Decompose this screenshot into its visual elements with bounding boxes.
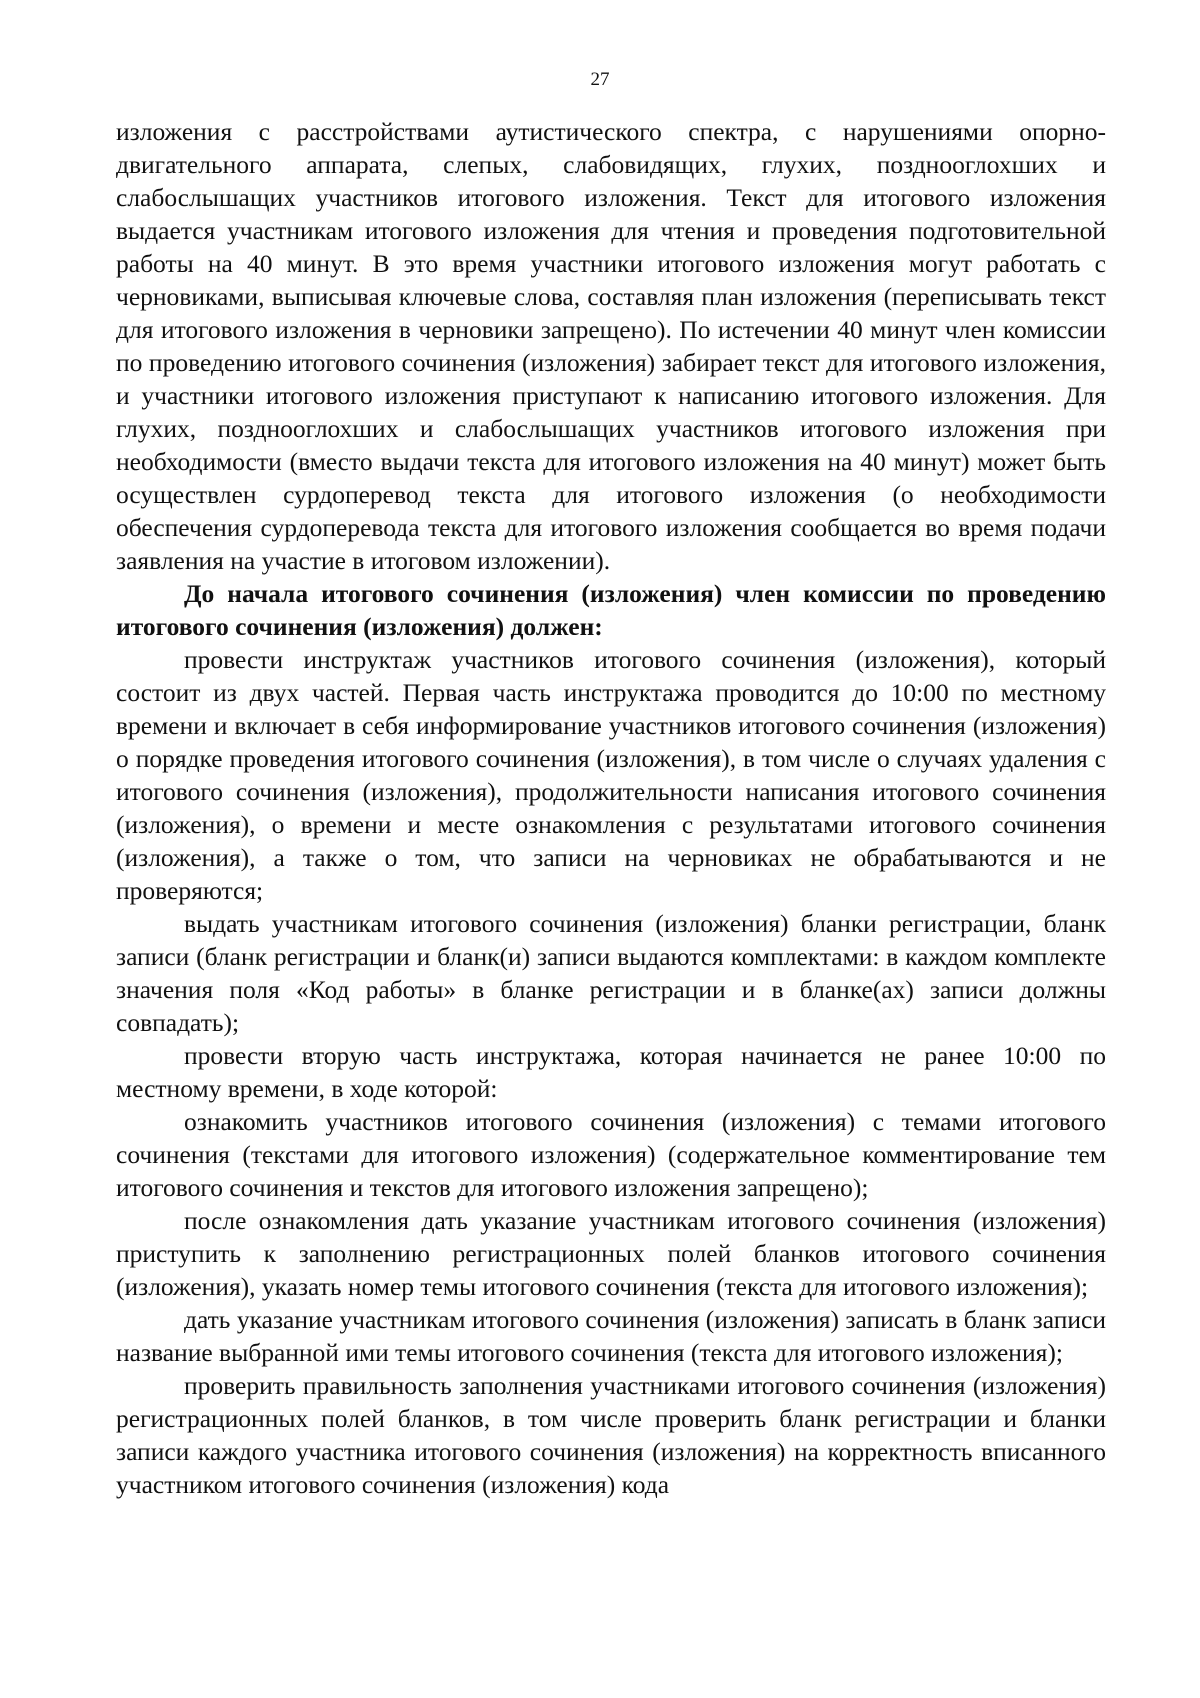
page-number: 27 [590, 69, 610, 90]
paragraph-second-briefing: провести вторую часть инструктажа, которая начинается не ранее 10:00 по местному времени, в ходе которой: [116, 1041, 1106, 1103]
paragraph-registration: после ознакомления дать указание участникам итогового сочинения (изложения) приступить к заполнению регистрационных полей бланков итогового сочинения (изложения), указать номер темы итогового сочинения (текста для итогового изложения); [116, 1206, 1106, 1301]
paragraph-topics: ознакомить участников итогового сочинения (изложения) с темами итогового сочинения (текстами для итогового изложения) (содержательное комментирование тем итогового сочинения и текстов для итогового изложения запрещено); [116, 1107, 1106, 1202]
paragraph-instruction: провести инструктаж участников итогового сочинения (изложения), который состоит из двух частей. Первая часть инструктажа проводится до 10:00 по местному времени и включает в себя информирование участников итогового сочинения (изложения) о порядке проведения итогового сочинения (изложения), в том числе о случаях удаления с итогового сочинения (изложения), продолжительности написания итогового сочинения (изложения), о времени и месте ознакомления с результатами итогового сочинения (изложения), а также о том, что записи на черновиках не обрабатываются и не проверяются; [116, 645, 1106, 905]
paragraph-forms: выдать участникам итогового сочинения (изложения) бланки регистрации, бланк записи (бланк регистрации и бланк(и) записи выдаются комплектами: в каждом комплекте значения поля «Код работы» в бланке регистрации и в бланке(ах) записи должны совпадать); [116, 909, 1106, 1037]
document-body [116, 115, 1106, 1501]
paragraph-continuation: изложения с расстройствами аутистического спектра, с нарушениями опорно-двигательного аппарата, слепых, слабовидящих, глухих, позднооглохших и слабослышащих участников итогового изложения. Текст для итогового изложения выдается участникам итогового изложения для чтения и проведения подготовительной работы на 40 минут. В это время участники итогового изложения могут работать с черновиками, выписывая ключевые слова, составляя план изложения (переписывать текст для итогового изложения в черновики запрещено). По истечении 40 минут член комиссии по проведению итогового сочинения (изложения) забирает текст для итогового изложения, и участники итогового изложения приступают к написанию итогового изложения. Для глухих, позднооглохших и слабослышащих участников итогового изложения при необходимости (вместо выдачи текста для итогового изложения на 40 минут) может быть осуществлен сурдоперевод текста для итогового изложения (о необходимости обеспечения сурдоперевода текста для итогового изложения сообщается во время подачи заявления на участие в итоговом изложении). [116, 117, 1106, 575]
paragraph-check: проверить правильность заполнения участниками итогового сочинения (изложения) регистрационных полей бланков, в том числе проверить бланк регистрации и бланки записи каждого участника итогового сочинения (изложения) на корректность вписанного участником итогового сочинения (изложения) кода [116, 1371, 1106, 1499]
section-heading: До начала итогового сочинения (изложения) член комиссии по проведению итогового сочинения (изложения) должен: [116, 579, 1106, 641]
paragraph-topic-title: дать указание участникам итогового сочинения (изложения) записать в бланк записи название выбранной ими темы итогового сочинения (текста для итогового изложения); [116, 1305, 1106, 1367]
